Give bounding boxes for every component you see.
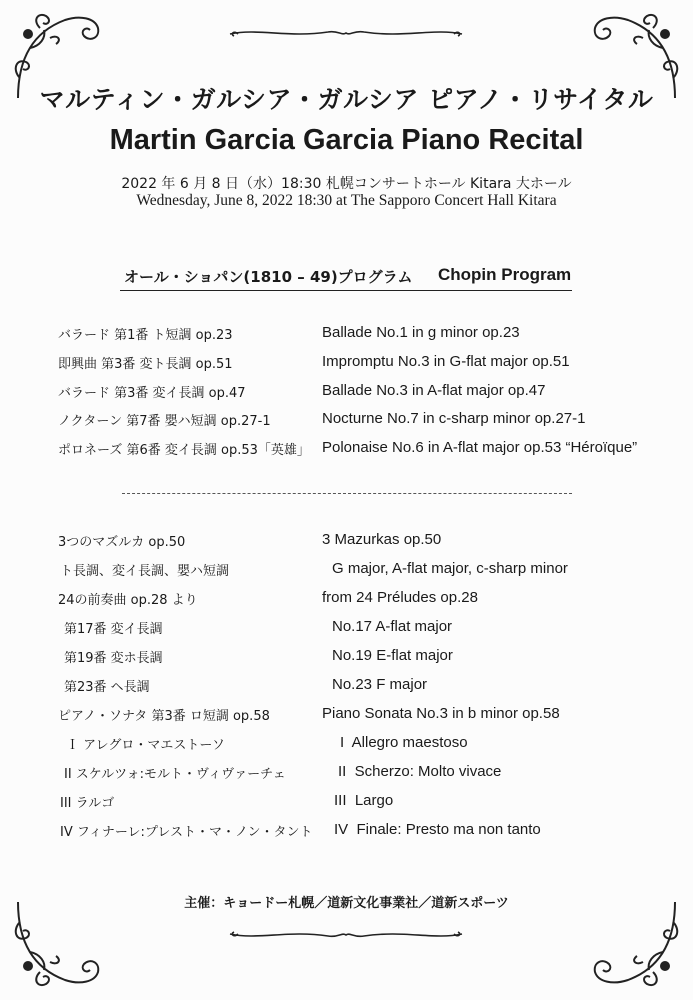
program-row [0, 531, 693, 553]
program-row [0, 439, 693, 461]
flourish-ornament-icon [228, 26, 464, 40]
corner-flourish-icon [10, 897, 105, 992]
piece-jp: II スケルツォ:モルト・ヴィヴァーチェ [64, 767, 286, 782]
program-row [0, 382, 693, 404]
piece-jp: ノクターン 第7番 嬰ハ短調 op.27-1 [58, 414, 271, 429]
date-english: Wednesday, June 8, 2022 18:30 at The Sapporo Concert Hall Kitara [136, 192, 557, 209]
piece-jp: Ｉ アレグロ・マエストーソ [66, 738, 225, 753]
piece-en: 3 Mazurkas op.50 [322, 531, 442, 548]
piece-en: I Allegro maestoso [340, 734, 468, 751]
piece-jp: 第23番 ヘ長調 [64, 680, 150, 695]
date-japanese: 2022 年 6 月 8 日（水）18:30 札幌コンサートホール Kitara 大ホール [121, 176, 572, 192]
piece-jp: 即興曲 第3番 変ト長調 op.51 [58, 357, 233, 372]
program-row [0, 618, 693, 640]
piece-jp: バラード 第1番 ト短調 op.23 [58, 328, 233, 343]
piece-en: Polonaise No.6 in A-flat major op.53 “Héroïque” [322, 439, 638, 456]
piece-en: Ballade No.1 in g minor op.23 [322, 324, 520, 341]
piece-en: G major, A-flat major, c-sharp minor [332, 560, 568, 577]
piece-en: No.17 A-flat major [332, 618, 453, 635]
program-header-jp: オール・ショパン(1810 – 49)プログラム [124, 268, 413, 286]
program-header-en: Chopin Program [438, 265, 572, 284]
piece-en: III Largo [334, 792, 394, 809]
piece-en: II Scherzo: Molto vivace [338, 763, 502, 780]
program-row [0, 647, 693, 669]
program-row [0, 705, 693, 727]
sponsor-credit: 主催：キョードー札幌／道新文化事業社／道新スポーツ [184, 896, 509, 911]
piece-en: Ballade No.3 in A-flat major op.47 [322, 382, 546, 399]
program-header [120, 266, 572, 291]
piece-jp: ピアノ・ソナタ 第3番 ロ短調 op.58 [58, 709, 270, 724]
piece-en: No.23 F major [332, 676, 428, 693]
piece-jp: 3つのマズルカ op.50 [58, 535, 186, 550]
program-row [0, 410, 693, 432]
piece-en: from 24 Préludes op.28 [322, 589, 478, 606]
piece-en: Nocturne No.7 in c-sharp minor op.27-1 [322, 410, 586, 427]
piece-jp: IV フィナーレ:プレスト・マ・ノン・タント [60, 825, 313, 840]
program-row [0, 792, 693, 814]
piece-jp: III ラルゴ [60, 796, 115, 811]
piece-jp: 24の前奏曲 op.28 より [58, 593, 198, 608]
piece-en: Piano Sonata No.3 in b minor op.58 [322, 705, 560, 722]
piece-jp: ポロネーズ 第6番 変イ長調 op.53「英雄」 [58, 443, 310, 458]
piece-en: Impromptu No.3 in G-flat major op.51 [322, 353, 570, 370]
piece-jp: ト長調、変イ長調、嬰ハ短調 [60, 564, 230, 579]
program-row [0, 589, 693, 611]
program-row [0, 676, 693, 698]
program-row [0, 324, 693, 346]
program-row [0, 560, 693, 582]
program-row [0, 734, 693, 756]
intermission-divider [122, 493, 572, 494]
piece-en: No.19 E-flat major [332, 647, 453, 664]
corner-flourish-icon [588, 897, 683, 992]
piece-jp: 第17番 変イ長調 [64, 622, 163, 637]
piece-jp: バラード 第3番 変イ長調 op.47 [58, 386, 246, 401]
flourish-ornament-icon [228, 928, 464, 942]
piece-en: IV Finale: Presto ma non tanto [334, 821, 541, 838]
program-row [0, 763, 693, 785]
piece-jp: 第19番 変ホ長調 [64, 651, 163, 666]
program-row [0, 353, 693, 375]
title-english: Martin Garcia Garcia Piano Recital [109, 124, 584, 156]
program-row [0, 821, 693, 843]
title-japanese: マルティン・ガルシア・ガルシア ピアノ・リサイタル [39, 85, 654, 114]
